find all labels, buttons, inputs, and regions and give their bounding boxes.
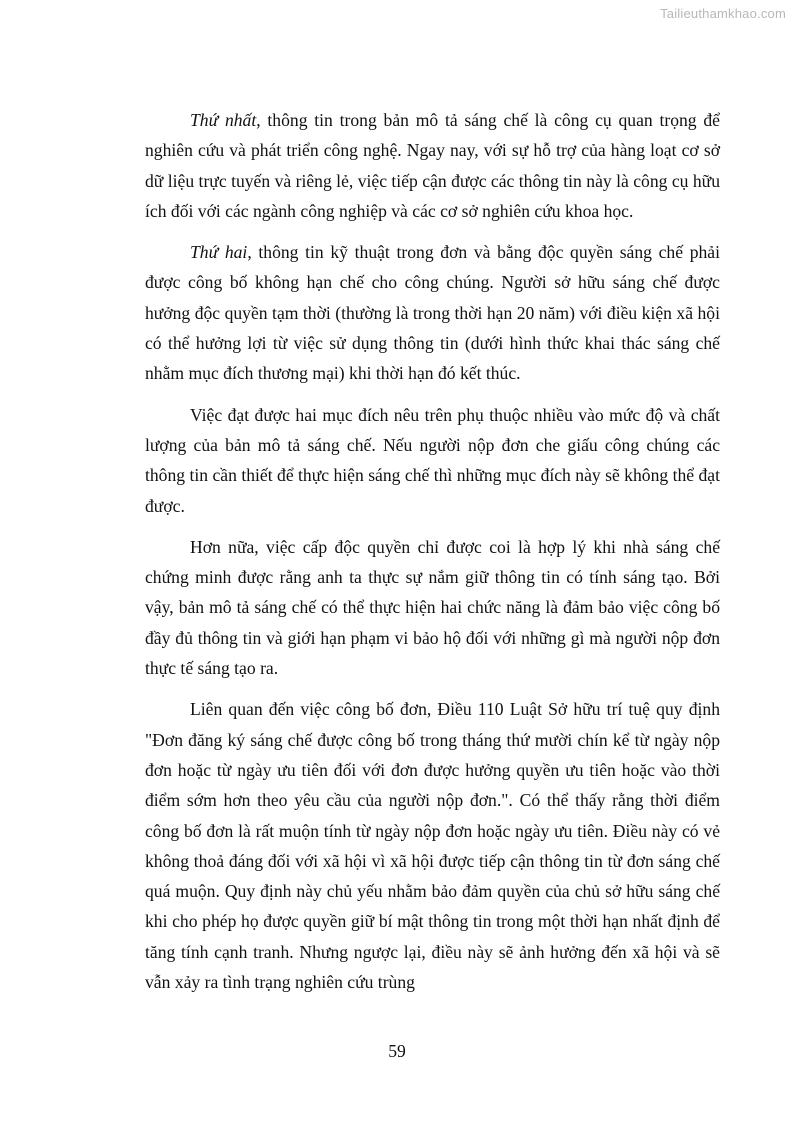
- paragraph-text: Việc đạt được hai mục đích nêu trên phụ thuộc nhiều vào mức độ và chất lượng của bản mô tả sáng chế. Nếu người nộp đơn che giấu công chúng các thông tin cần thiết để thực hiện sáng chế thì những mục đích này sẽ không thể đạt được.: [145, 404, 720, 516]
- page-number: 59: [388, 1041, 406, 1061]
- paragraph-text: , thông tin kỹ thuật trong đơn và bằng độc quyền sáng chế phải được công bố không hạn chế cho công chúng. Người sở hữu sáng chế được hưởng độc quyền tạm thời (thường là trong thời hạn 20 năm) với điều kiện xã hội có thể hưởng lợi từ việc sử dụng thông tin (dưới hình thức khai thác sáng chế nhằm mục đích thương mại) khi thời hạn đó kết thúc.: [145, 242, 720, 384]
- paragraph-fourth: [145, 532, 720, 683]
- paragraph-first: [145, 105, 720, 226]
- paragraph-fifth: [145, 694, 720, 997]
- paragraph-lead: Thứ hai: [190, 242, 248, 263]
- document-body: [145, 105, 720, 1008]
- paragraph-text: Hơn nữa, việc cấp độc quyền chỉ được coi là hợp lý khi nhà sáng chế chứng minh được rằng anh ta thực sự nắm giữ thông tin có tính sáng tạo. Bởi vậy, bản mô tả sáng chế có thể thực hiện hai chức năng là đảm bảo việc công bố đầy đủ thông tin và giới hạn phạm vi bảo hộ đối với những gì mà người nộp đơn thực tế sáng tạo ra.: [145, 536, 720, 679]
- paragraph-text: , thông tin trong bản mô tả sáng chế là công cụ quan trọng để nghiên cứu và phát triển công nghệ. Ngay nay, với sự hỗ trợ của hàng loạt cơ sở dữ liệu trực tuyến và riêng lẻ, việc tiếp cận được các thông tin này là công cụ hữu ích đối với các ngành công nghiệp và các cơ sở nghiên cứu khoa học.: [145, 110, 720, 221]
- paragraph-lead: Thứ nhất: [190, 110, 257, 130]
- watermark: Tailieuthamkhao.com: [660, 6, 786, 21]
- paragraph-third: [145, 400, 720, 521]
- paragraph-second: [145, 237, 720, 388]
- paragraph-text: Liên quan đến việc công bố đơn, Điều 110 Luật Sở hữu trí tuệ quy định "Đơn đăng ký sáng chế được công bố trong tháng thứ mười chín kể từ ngày nộp đơn hoặc từ ngày ưu tiên đối với đơn được hưởng quyền ưu tiên hoặc vào thời điểm sớm hơn theo yêu cầu của người nộp đơn.". Có thể thấy rằng thời điểm công bố đơn là rất muộn tính từ ngày nộp đơn hoặc ngày ưu tiên. Điều này có vẻ không thoả đáng đối với xã hội vì xã hội được tiếp cận thông tin từ đơn sáng chế quá muộn. Quy định này chủ yếu nhằm bảo đảm quyền của chủ sở hữu sáng chế khi cho phép họ được quyền giữ bí mật thông tin trong một thời hạn nhất định để tăng tính cạnh tranh. Nhưng ngược lại, điều này sẽ ảnh hưởng đến xã hội và sẽ vẫn xảy ra tình trạng nghiên cứu trùng: [145, 699, 720, 993]
